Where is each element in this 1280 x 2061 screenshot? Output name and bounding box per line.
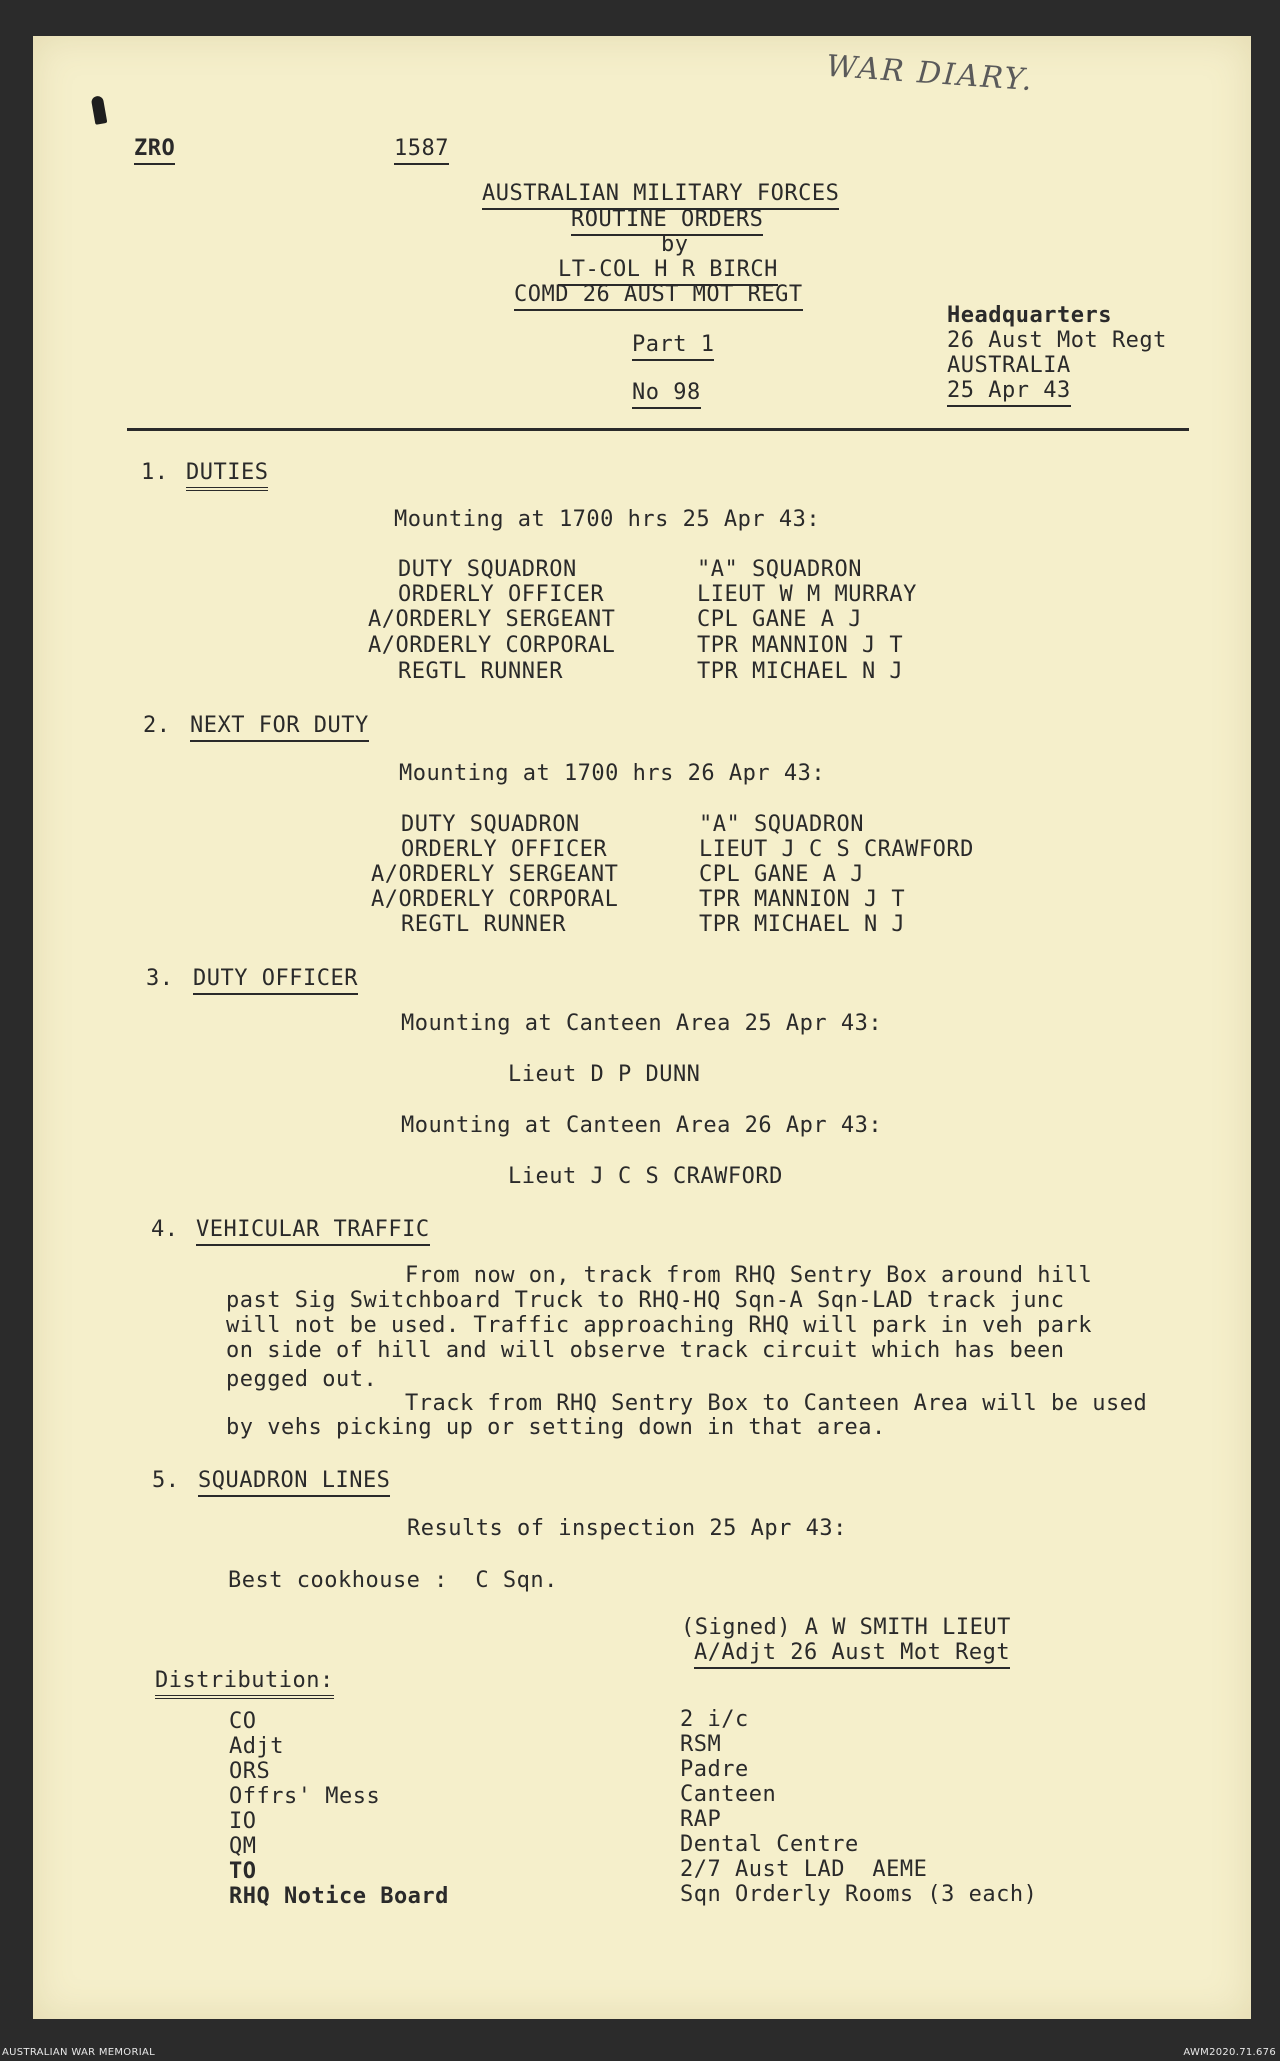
- distribution-item: RHQ Notice Board: [229, 1884, 449, 1909]
- section2-mounting: Mounting at 1700 hrs 26 Apr 43:: [399, 761, 826, 786]
- footer-reference: AWM2020.71.676: [1183, 2047, 1276, 2058]
- duty-name: "A" SQUADRON: [697, 557, 862, 582]
- distribution-item: Sqn Orderly Rooms (3 each): [680, 1882, 1038, 1907]
- handwritten-note: WAR DIARY.: [825, 48, 1035, 99]
- duty-name: CPL GANE A J: [699, 862, 864, 887]
- traffic-text-line: Track from RHQ Sentry Box to Canteen Area will be used: [405, 1391, 1148, 1416]
- section5-title: SQUADRON LINES: [198, 1468, 390, 1497]
- hq-line3: AUSTRALIA: [947, 353, 1071, 378]
- traffic-text-line: by vehs picking up or setting down in that area.: [226, 1415, 886, 1440]
- section2-number: 2.: [143, 713, 171, 738]
- distribution-item: Padre: [680, 1757, 749, 1782]
- distribution-item: Offrs' Mess: [229, 1784, 381, 1809]
- distribution-item: ORS: [229, 1759, 271, 1784]
- distribution-item: Canteen: [680, 1782, 777, 1807]
- distribution-item: IO: [229, 1809, 257, 1834]
- duty-name: TPR MICHAEL N J: [699, 912, 906, 937]
- signature-line1: (Signed) A W SMITH LIEUT: [681, 1615, 1011, 1640]
- part-label: Part 1: [632, 332, 714, 361]
- distribution-item: 2/7 Aust LAD AEME: [680, 1857, 928, 1882]
- duty-officer2: Lieut J C S CRAWFORD: [508, 1164, 783, 1189]
- distribution-item: RAP: [680, 1807, 722, 1832]
- duty-name: TPR MANNION J T: [699, 887, 906, 912]
- section4-number: 4.: [151, 1217, 179, 1242]
- traffic-text-line: will not be used. Traffic approaching RHQ will park in veh park: [226, 1313, 1092, 1338]
- distribution-title: Distribution:: [155, 1668, 334, 1699]
- reference-code: ZRO: [134, 136, 175, 165]
- duty-role: DUTY SQUADRON: [398, 557, 577, 582]
- section3-number: 3.: [146, 966, 174, 991]
- duty-role: A/ORDERLY CORPORAL: [371, 887, 619, 912]
- header-line5: COMD 26 AUST MOT REGT: [514, 282, 803, 311]
- best-cookhouse: Best cookhouse : C Sqn.: [228, 1568, 558, 1593]
- hq-line2: 26 Aust Mot Regt: [947, 328, 1167, 353]
- duty-role: REGTL RUNNER: [401, 912, 566, 937]
- inspection-results: Results of inspection 25 Apr 43:: [407, 1516, 847, 1541]
- section3-mounting2: Mounting at Canteen Area 26 Apr 43:: [401, 1113, 883, 1138]
- duty-role: A/ORDERLY CORPORAL: [368, 633, 616, 658]
- duty-role: ORDERLY OFFICER: [398, 582, 605, 607]
- distribution-item: 2 i/c: [680, 1707, 749, 1732]
- duty-officer1: Lieut D P DUNN: [508, 1062, 701, 1087]
- distribution-item: QM: [229, 1834, 257, 1859]
- traffic-text-line: on side of hill and will observe track circuit which has been: [226, 1338, 1065, 1363]
- duty-name: TPR MANNION J T: [697, 633, 904, 658]
- duty-role: ORDERLY OFFICER: [401, 837, 608, 862]
- distribution-item: TO: [229, 1859, 257, 1884]
- distribution-item: Adjt: [229, 1734, 284, 1759]
- traffic-text-line: pegged out.: [226, 1367, 378, 1392]
- distribution-item: Dental Centre: [680, 1832, 859, 1857]
- hq-date: 25 Apr 43: [947, 378, 1071, 407]
- section1-mounting: Mounting at 1700 hrs 25 Apr 43:: [394, 507, 821, 532]
- hq-line1: Headquarters: [947, 303, 1112, 328]
- header-line3: by: [661, 232, 689, 257]
- distribution-item: RSM: [680, 1732, 722, 1757]
- duty-name: TPR MICHAEL N J: [697, 659, 904, 684]
- section3-mounting1: Mounting at Canteen Area 25 Apr 43:: [401, 1011, 883, 1036]
- duty-name: LIEUT J C S CRAWFORD: [699, 837, 974, 862]
- section3-title: DUTY OFFICER: [193, 966, 358, 995]
- section1-title: DUTIES: [186, 460, 268, 491]
- header-line1: AUSTRALIAN MILITARY FORCES: [482, 181, 839, 210]
- footer-source: AUSTRALIAN WAR MEMORIAL: [2, 2047, 155, 2058]
- section2-title: NEXT FOR DUTY: [190, 713, 369, 742]
- section5-number: 5.: [152, 1468, 180, 1493]
- header-line2: ROUTINE ORDERS: [571, 207, 763, 236]
- duty-name: LIEUT W M MURRAY: [697, 582, 917, 607]
- duty-role: A/ORDERLY SERGEANT: [368, 607, 616, 632]
- duty-name: CPL GANE A J: [697, 607, 862, 632]
- distribution-item: CO: [229, 1709, 257, 1734]
- duty-role: DUTY SQUADRON: [401, 812, 580, 837]
- section4-title: VEHICULAR TRAFFIC: [196, 1217, 430, 1246]
- duty-name: "A" SQUADRON: [699, 812, 864, 837]
- signature-line2: A/Adjt 26 Aust Mot Regt: [694, 1640, 1010, 1669]
- header-divider: [127, 428, 1189, 431]
- header-line4: LT-COL H R BIRCH: [558, 257, 778, 286]
- traffic-text-line: From now on, track from RHQ Sentry Box around hill: [405, 1263, 1093, 1288]
- traffic-text-line: past Sig Switchboard Truck to RHQ-HQ Sqn-A Sqn-LAD track junc: [226, 1288, 1065, 1313]
- duty-role: REGTL RUNNER: [398, 659, 563, 684]
- section1-number: 1.: [141, 460, 169, 485]
- duty-role: A/ORDERLY SERGEANT: [371, 862, 619, 887]
- reference-number: 1587: [394, 136, 449, 165]
- order-number: No 98: [632, 380, 701, 409]
